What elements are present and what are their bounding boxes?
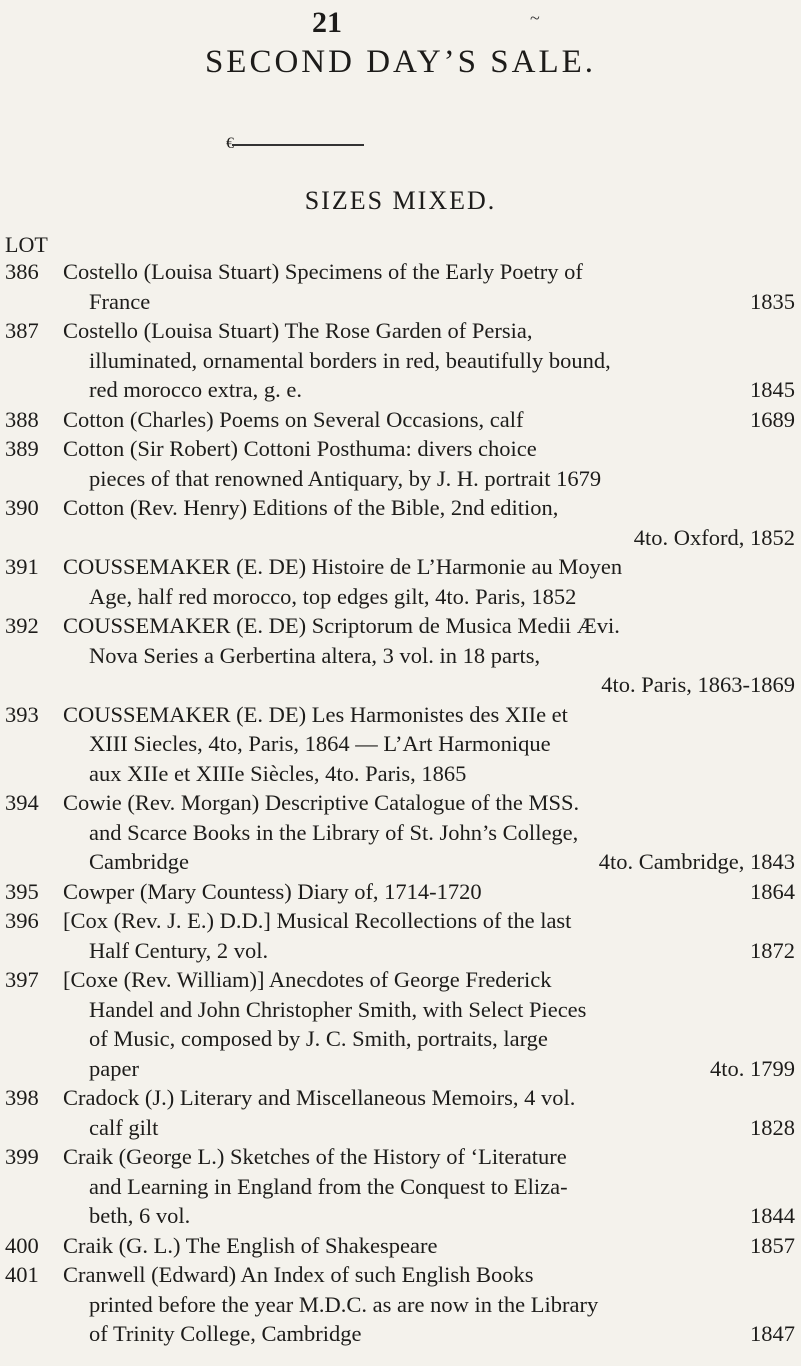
lot-entry bbox=[5, 316, 795, 405]
description-line: Craik (George L.) Sketches of the History of ‘Literature bbox=[63, 1144, 567, 1169]
imprint-date: 1835 bbox=[750, 288, 795, 314]
description-line: COUSSEMAKER (E. DE) Les Harmonistes des XIIe et bbox=[63, 701, 568, 727]
imprint-date: 4to. Cambridge, 1843 bbox=[598, 849, 795, 874]
lot-description bbox=[63, 700, 795, 789]
lot-entry bbox=[5, 1231, 795, 1261]
lot-entry bbox=[5, 965, 795, 1083]
description-text: paper bbox=[89, 1055, 139, 1081]
description-line: illuminated, ornamental borders in red, beautifully bound, bbox=[89, 347, 611, 373]
lot-number: 399 bbox=[5, 1144, 39, 1169]
description-line: Cotton (Sir Robert) Cottoni Posthuma: divers choice bbox=[63, 436, 537, 461]
description-line: and Scarce Books in the Library of St. John’s College, bbox=[89, 819, 579, 845]
description-text: calf gilt bbox=[89, 1114, 159, 1140]
lot-description bbox=[63, 316, 795, 405]
lot-entry bbox=[5, 493, 795, 552]
page-number: 21 bbox=[312, 6, 342, 39]
imprint-date: 1847 bbox=[750, 1321, 795, 1346]
description-text: France bbox=[89, 288, 151, 314]
description-line: Nova Series a Gerbertina altera, 3 vol. in 18 parts, bbox=[89, 642, 541, 668]
description-line: [Coxe (Rev. William)] Anecdotes of George Frederick bbox=[63, 967, 552, 992]
description-line: pieces of that renowned Antiquary, by J. H. portrait 1679 bbox=[89, 465, 602, 491]
lot-entry bbox=[5, 1142, 795, 1231]
description-line bbox=[63, 877, 795, 907]
lot-entry bbox=[5, 1083, 795, 1142]
lot-entry bbox=[5, 434, 795, 493]
lot-entry bbox=[5, 700, 795, 789]
lot-number: 401 bbox=[5, 1262, 39, 1287]
imprint-date: 4to. Paris, 1863-1869 bbox=[601, 672, 795, 697]
lot-description bbox=[63, 493, 795, 552]
imprint-date: 1857 bbox=[750, 1232, 795, 1258]
lot-entry bbox=[5, 405, 795, 435]
imprint-date: 4to. 1799 bbox=[709, 1055, 795, 1081]
description-line: Cotton (Rev. Henry) Editions of the Bible, 2nd edition, bbox=[63, 495, 559, 520]
lot-number: 400 bbox=[5, 1232, 39, 1258]
catalogue-list bbox=[5, 257, 795, 1349]
description-line: of Music, composed by J. C. Smith, portraits, large bbox=[89, 1026, 548, 1051]
description-line: and Learning in England from the Conquest to Eliza- bbox=[89, 1173, 568, 1199]
description-line: Costello (Louisa Stuart) The Rose Garden of Persia, bbox=[63, 318, 533, 343]
description-line bbox=[63, 1201, 795, 1231]
description-line bbox=[63, 405, 795, 435]
lot-number: 398 bbox=[5, 1085, 39, 1110]
lot-description bbox=[63, 552, 795, 611]
lot-number: 391 bbox=[5, 554, 39, 579]
section-subtitle: SIZES MIXED. bbox=[304, 186, 497, 215]
description-line: [Cox (Rev. J. E.) D.D.] Musical Recollections of the last bbox=[63, 908, 572, 933]
lot-description bbox=[63, 257, 795, 316]
lot-number: 389 bbox=[5, 436, 39, 461]
description-text: Cotton (Charles) Poems on Several Occasions, calf bbox=[63, 406, 524, 432]
description-line: printed before the year M.D.C. as are now in the Library bbox=[89, 1291, 599, 1317]
page-title: SECOND DAY’S SALE. bbox=[204, 44, 597, 80]
description-line bbox=[63, 1054, 795, 1084]
page-mark: ~ bbox=[530, 8, 540, 28]
rule-tick: € bbox=[226, 135, 234, 152]
imprint-date: 4to. Oxford, 1852 bbox=[633, 524, 795, 550]
lot-number: 392 bbox=[5, 613, 39, 638]
lot-description bbox=[63, 788, 795, 877]
lot-number: 395 bbox=[5, 878, 39, 904]
imprint-date: 1864 bbox=[750, 878, 795, 904]
description-line: Cradock (J.) Literary and Miscellaneous Memoirs, 4 vol. bbox=[63, 1085, 576, 1110]
description-line bbox=[63, 287, 795, 317]
lot-description bbox=[63, 1142, 795, 1231]
lot-description bbox=[63, 611, 795, 700]
description-line: XIII Siecles, 4to, Paris, 1864 — L’Art Harmonique bbox=[89, 731, 551, 756]
imprint-date: 1844 bbox=[750, 1203, 795, 1228]
description-line bbox=[63, 375, 795, 405]
imprint-date: 1845 bbox=[750, 377, 795, 402]
lot-number: 386 bbox=[5, 259, 39, 284]
lot-number: 390 bbox=[5, 495, 39, 520]
description-text: Half Century, 2 vol. bbox=[89, 937, 269, 963]
lot-entry bbox=[5, 552, 795, 611]
lot-number: 394 bbox=[5, 790, 39, 815]
description-text: Craik (G. L.) The English of Shakespeare bbox=[63, 1232, 438, 1258]
description-text: red morocco extra, g. e. bbox=[89, 377, 303, 402]
imprint-date: 1689 bbox=[750, 406, 795, 432]
lot-description bbox=[63, 1231, 795, 1261]
lot-column-header: LOT bbox=[5, 232, 48, 257]
description-line: Costello (Louisa Stuart) Specimens of the Early Poetry of bbox=[63, 259, 583, 284]
lot-description bbox=[63, 1083, 795, 1142]
lot-number: 397 bbox=[5, 967, 39, 992]
description-line: Cowie (Rev. Morgan) Descriptive Catalogue of the MSS. bbox=[63, 790, 580, 815]
lot-entry bbox=[5, 906, 795, 965]
description-text: of Trinity College, Cambridge bbox=[89, 1321, 362, 1346]
description-line: COUSSEMAKER (E. DE) Scriptorum de Musica Medii Ævi. bbox=[63, 613, 620, 638]
description-line bbox=[63, 1319, 795, 1349]
lot-description bbox=[63, 965, 795, 1083]
description-text: Cowper (Mary Countess) Diary of, 1714-1720 bbox=[63, 878, 482, 904]
description-line: Cranwell (Edward) An Index of such English Books bbox=[63, 1262, 534, 1287]
lot-description bbox=[63, 405, 795, 435]
imprint-date: 1872 bbox=[750, 937, 795, 963]
description-line bbox=[63, 847, 795, 877]
description-line bbox=[63, 1113, 795, 1143]
description-line bbox=[63, 1231, 795, 1261]
lot-number: 393 bbox=[5, 701, 39, 727]
description-text: beth, 6 vol. bbox=[89, 1203, 191, 1228]
lot-description bbox=[63, 906, 795, 965]
description-line: COUSSEMAKER (E. DE) Histoire de L’Harmonie au Moyen bbox=[63, 554, 623, 579]
lot-entry bbox=[5, 611, 795, 700]
divider-rule bbox=[232, 144, 364, 146]
lot-entry bbox=[5, 1260, 795, 1349]
lot-number: 388 bbox=[5, 406, 39, 432]
lot-description bbox=[63, 1260, 795, 1349]
lot-number: 387 bbox=[5, 318, 39, 343]
lot-entry bbox=[5, 788, 795, 877]
lot-description bbox=[63, 434, 795, 493]
lot-description bbox=[63, 877, 795, 907]
description-line: Age, half red morocco, top edges gilt, 4to. Paris, 1852 bbox=[89, 583, 577, 609]
lot-entry bbox=[5, 877, 795, 907]
description-line: Handel and John Christopher Smith, with Select Pieces bbox=[89, 996, 587, 1022]
description-line bbox=[63, 936, 795, 966]
description-line: aux XIIe et XIIIe Siècles, 4to. Paris, 1865 bbox=[89, 760, 467, 786]
imprint-date: 1828 bbox=[750, 1114, 795, 1140]
lot-number: 396 bbox=[5, 908, 39, 933]
description-text: Cambridge bbox=[89, 849, 189, 874]
lot-entry bbox=[5, 257, 795, 316]
